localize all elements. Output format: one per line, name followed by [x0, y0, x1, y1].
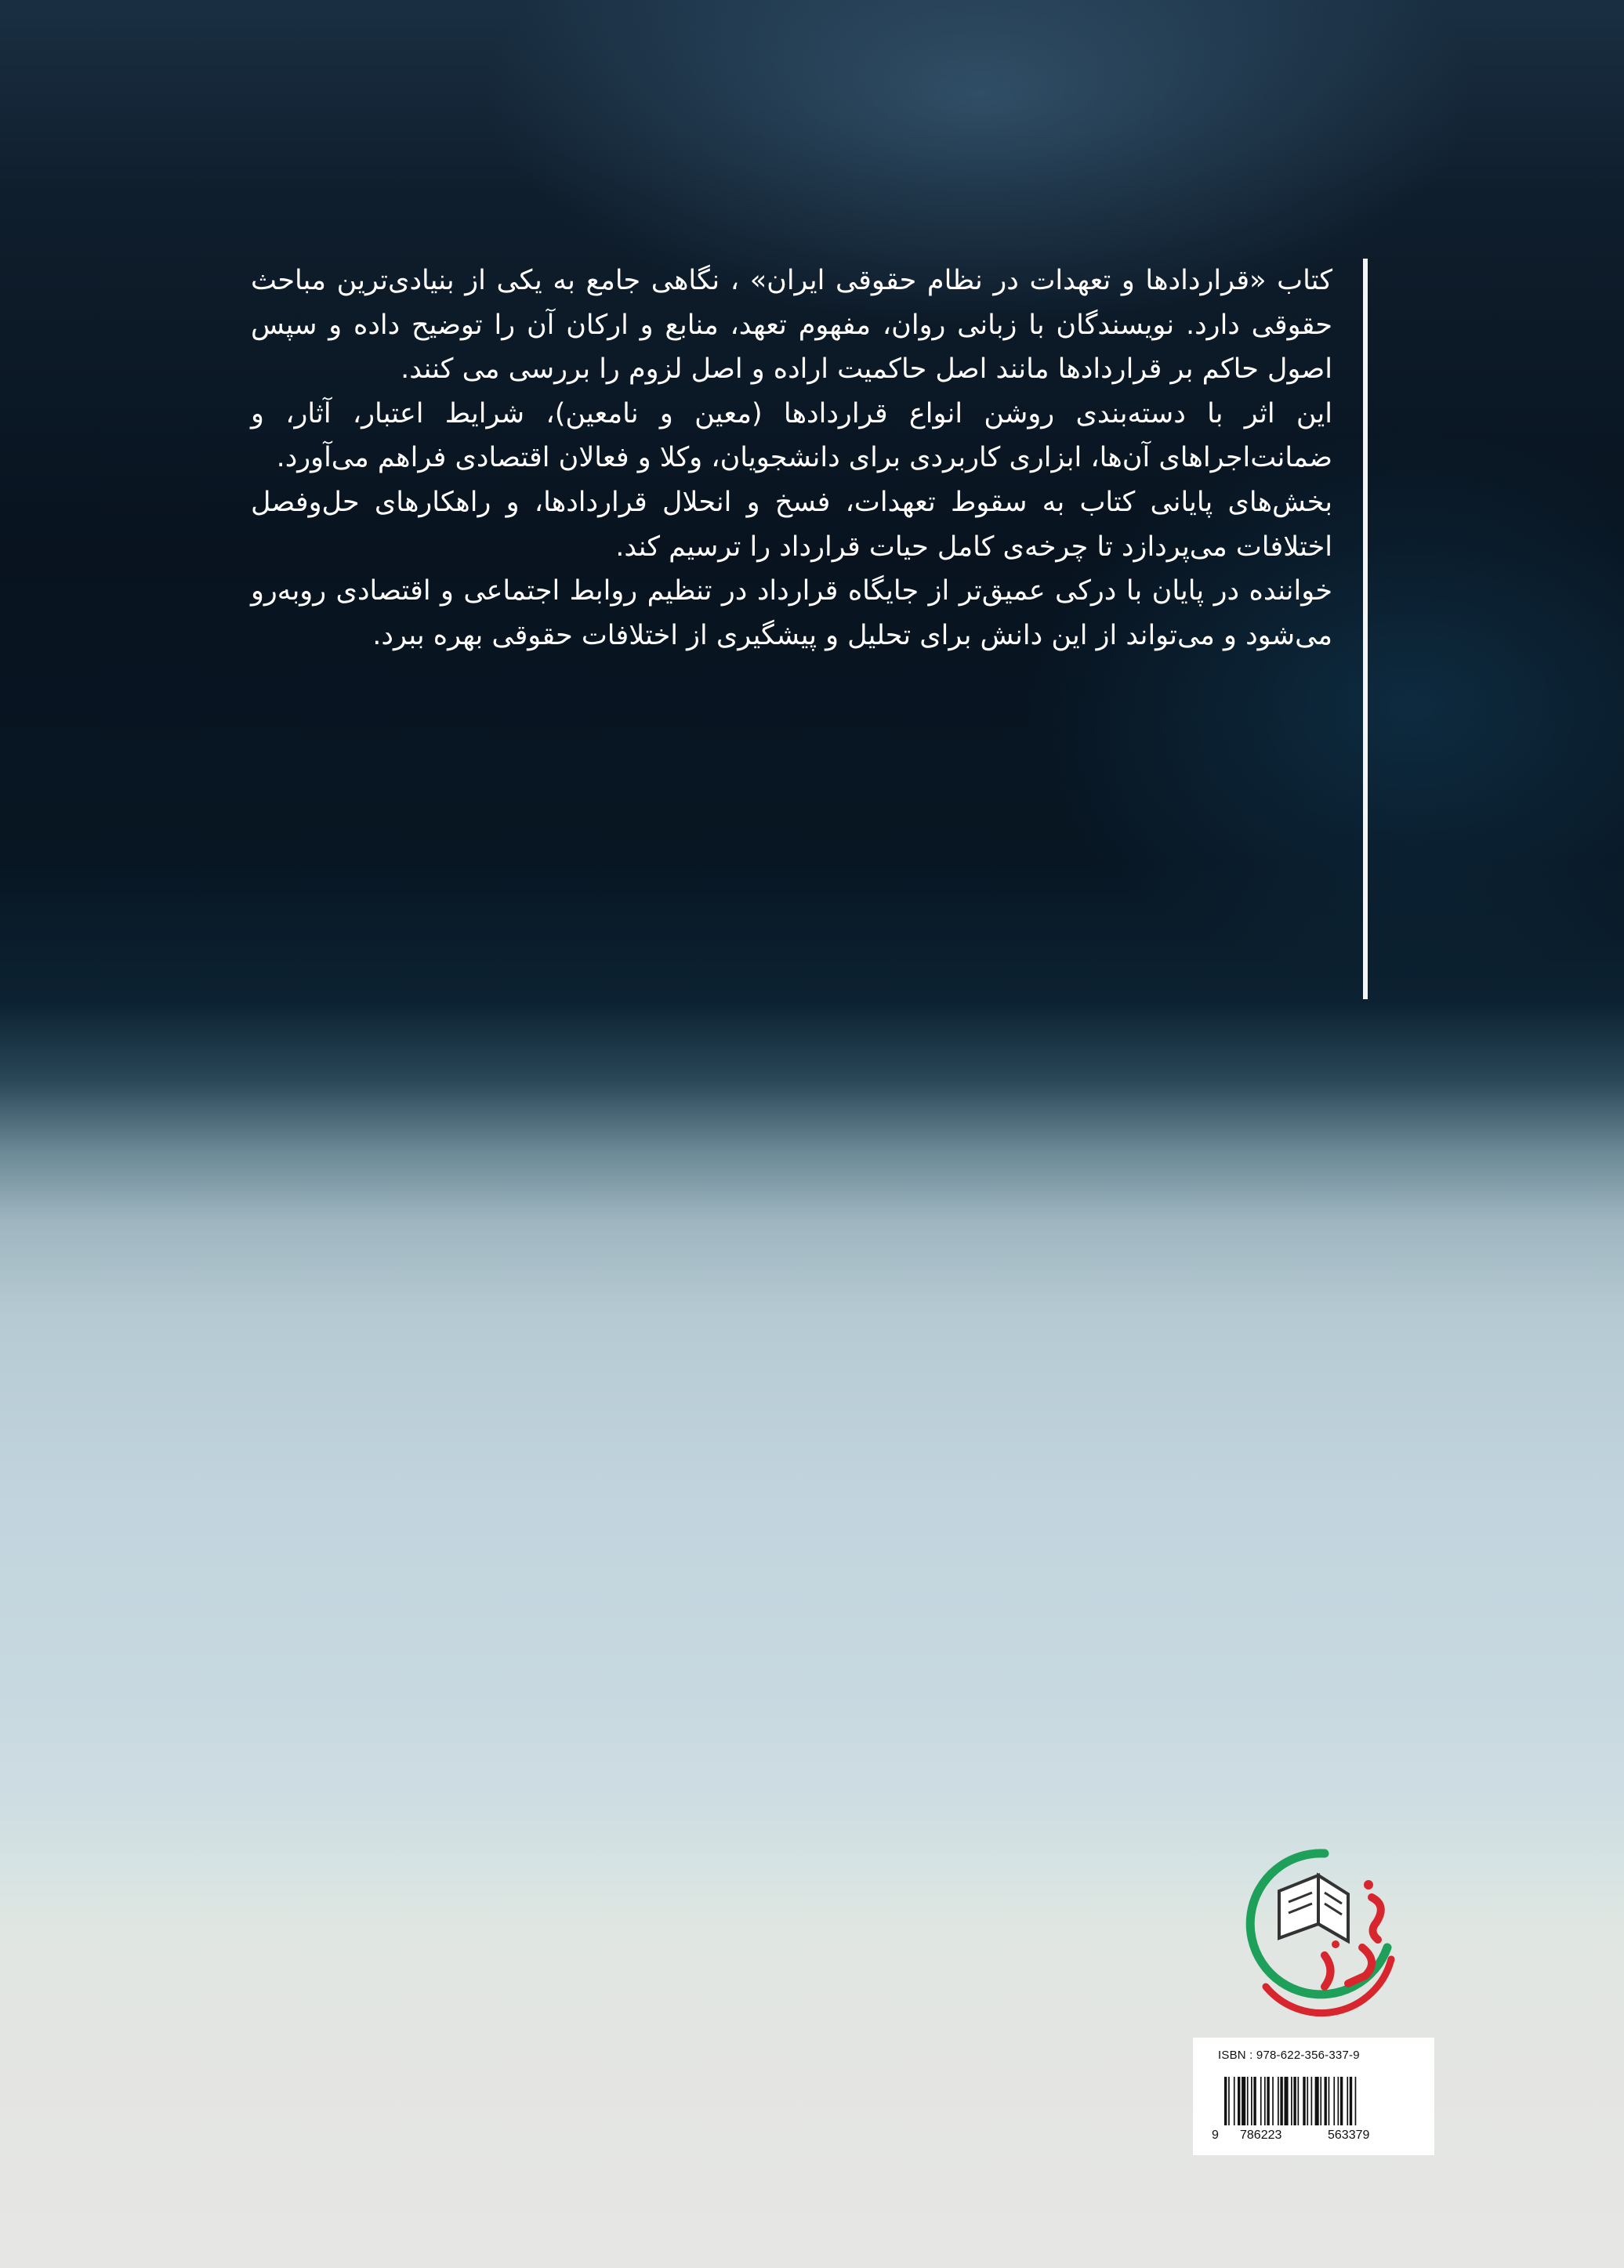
description-paragraph-3: بخش‌های پایانی کتاب به سقوط تعهدات، فسخ و انحلال قراردادها، و راهکارهای حل‌وفصل اختلافات می‌پردازد تا چرخه‌ی کامل حیات قرارداد را ترسیم کند.	[251, 486, 1332, 563]
barcode-bar	[1311, 2077, 1313, 2125]
barcode-bar	[1264, 2077, 1266, 2125]
barcode-bar	[1291, 2077, 1292, 2125]
barcode-bar	[1285, 2077, 1289, 2125]
barcode-bar	[1315, 2077, 1319, 2125]
barcode-bar	[1260, 2077, 1262, 2125]
barcode-bar	[1228, 2077, 1230, 2125]
barcode-bar	[1280, 2077, 1282, 2125]
barcode-group-left: 786223	[1240, 2129, 1282, 2142]
barcode-bar	[1347, 2077, 1348, 2125]
barcode-bar	[1267, 2077, 1269, 2125]
description-paragraph-2: این اثر با دسته‌بندی روشن انواع قراردادها (معین و نامعین)، شرایط اعتبار، آثار، و ضمانت‌اجراهای آن‌ها، ابزاری کاربردی برای دانشجویان، وکلا و فعالان اقتصادی فراهم می‌آورد.	[251, 397, 1332, 474]
barcode-digit-first: 9	[1212, 2129, 1219, 2142]
barcode-bar	[1303, 2077, 1305, 2125]
barcode-bar	[1320, 2077, 1321, 2125]
description-paragraph-1: کتاب «قراردادها و تعهدات در نظام حقوقی ایران» ، نگاهی جامع به یکی از بنیادی‌ترین مباحث حقوقی دارد. نویسندگان با زبانی روان، مفهوم تعهد، منابع و ارکان آن را توضیح داده و سپس اصول حاکم بر قراردادها مانند اصل حاکمیت اراده و اصل لزوم را بررسی می کنند.	[251, 265, 1332, 386]
barcode-bar	[1338, 2077, 1339, 2125]
description-text	[251, 259, 1348, 999]
publisher-logo-graphic	[1231, 1830, 1419, 2018]
isbn-barcode-box	[1193, 2038, 1434, 2155]
barcode-bar	[1224, 2077, 1227, 2125]
text-divider-bar	[1363, 259, 1368, 999]
barcode-bar	[1340, 2077, 1343, 2125]
barcode-bar	[1350, 2077, 1352, 2125]
barcode-bar	[1293, 2077, 1296, 2125]
description-paragraph-4: خواننده در پایان با درکی عمیق‌تر از جایگاه قرارداد در تنظیم روابط اجتماعی و اقتصادی روبه‌رو می‌شود و می‌تواند از این دانش برای تحلیل و پیشگیری از اختلافات حقوقی بهره ببرد.	[251, 575, 1332, 651]
publisher-logo	[1231, 1830, 1419, 2018]
barcode-bar	[1333, 2077, 1335, 2125]
isbn-label: ISBN : 978-622-356-337-9	[1218, 2049, 1360, 2062]
barcode-bar	[1272, 2077, 1274, 2125]
barcode-bar	[1238, 2077, 1240, 2125]
barcode-graphic	[1224, 2077, 1405, 2125]
open-book-icon	[1279, 1875, 1348, 1941]
barcode-bar	[1307, 2077, 1308, 2125]
barcode-bar	[1251, 2077, 1252, 2125]
barcode-bar	[1234, 2077, 1235, 2125]
barcode-bar	[1278, 2077, 1279, 2125]
barcode-bar	[1247, 2077, 1249, 2125]
barcode-bar	[1355, 2077, 1357, 2125]
barcode-bar	[1325, 2077, 1327, 2125]
barcode-group-right: 563379	[1328, 2129, 1370, 2142]
barcode-bar	[1298, 2077, 1300, 2125]
barcode-bar	[1329, 2077, 1330, 2125]
barcode-bar	[1253, 2077, 1256, 2125]
barcode-bar	[1242, 2077, 1245, 2125]
